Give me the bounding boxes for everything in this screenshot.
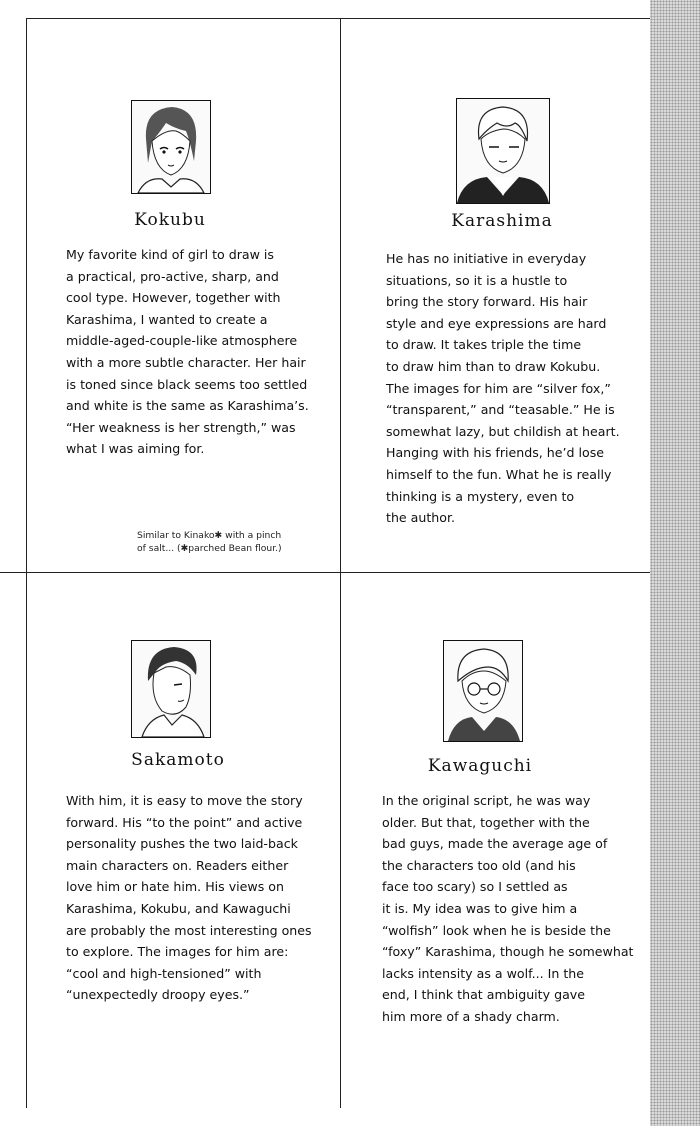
kawaguchi-name: Kawaguchi xyxy=(427,756,533,776)
sakamoto-name: Sakamoto xyxy=(131,750,225,770)
karashima-portrait xyxy=(456,98,550,204)
kawaguchi-description: In the original script, he was way older. But that, together with the bad guys, made the average age of the characters too old (and his face too scary) so I settled as it is. My idea was to give him a “wolfish” look when he is beside the “foxy” Karashima, though he somewhat lacks intensity as a wolf... In the end, I think that ambiguity gave him more of a shady charm. xyxy=(382,793,634,1024)
kokubu-description: My favorite kind of girl to draw is a practical, pro-active, sharp, and cool type. However, together with Karashima, I wanted to create a middle-aged-couple-like atmosphere with a more subtle character. Her hair is toned since black seems too settled and white is the same as Karashima’s. “Her weakness is her strength,” was what I was aiming for. xyxy=(66,247,309,457)
middle-divider xyxy=(0,572,650,573)
karashima-description: He has no initiative in everyday situations, so it is a hustle to bring the story forward. His hair style and eye expressions are hard to draw. It takes triple the time to draw him than to draw Kokubu. The images for him are “silver fox,” “transparent,” and “teasable.” He is somewhat lazy, but childish at heart. Hanging with his friends, he’d lose himself to the fun. What he is really thinking is a mystery, even to the author. xyxy=(386,251,620,526)
left-border xyxy=(26,18,27,1108)
top-border xyxy=(26,18,650,19)
kokubu-portrait xyxy=(131,100,211,194)
kokubu-name: Kokubu xyxy=(134,210,206,230)
sakamoto-portrait xyxy=(131,640,211,738)
screentone-margin xyxy=(650,0,700,1126)
kawaguchi-portrait xyxy=(443,640,523,742)
karashima-name: Karashima xyxy=(451,211,553,231)
sakamoto-description: With him, it is easy to move the story forward. His “to the point” and active personality pushes the two laid-back main characters on. Readers either love him or hate him. His views on Karashima, Kokubu, and Kawaguchi are probably the most interesting ones to explore. The images for him are: “cool and high-tensioned” with “unexpectedly droopy eyes.” xyxy=(66,793,312,1003)
kokubu-footnote: Similar to Kinako✱ with a pinch of salt... (✱parched Bean flour.) xyxy=(137,530,282,554)
center-divider xyxy=(340,18,341,1108)
